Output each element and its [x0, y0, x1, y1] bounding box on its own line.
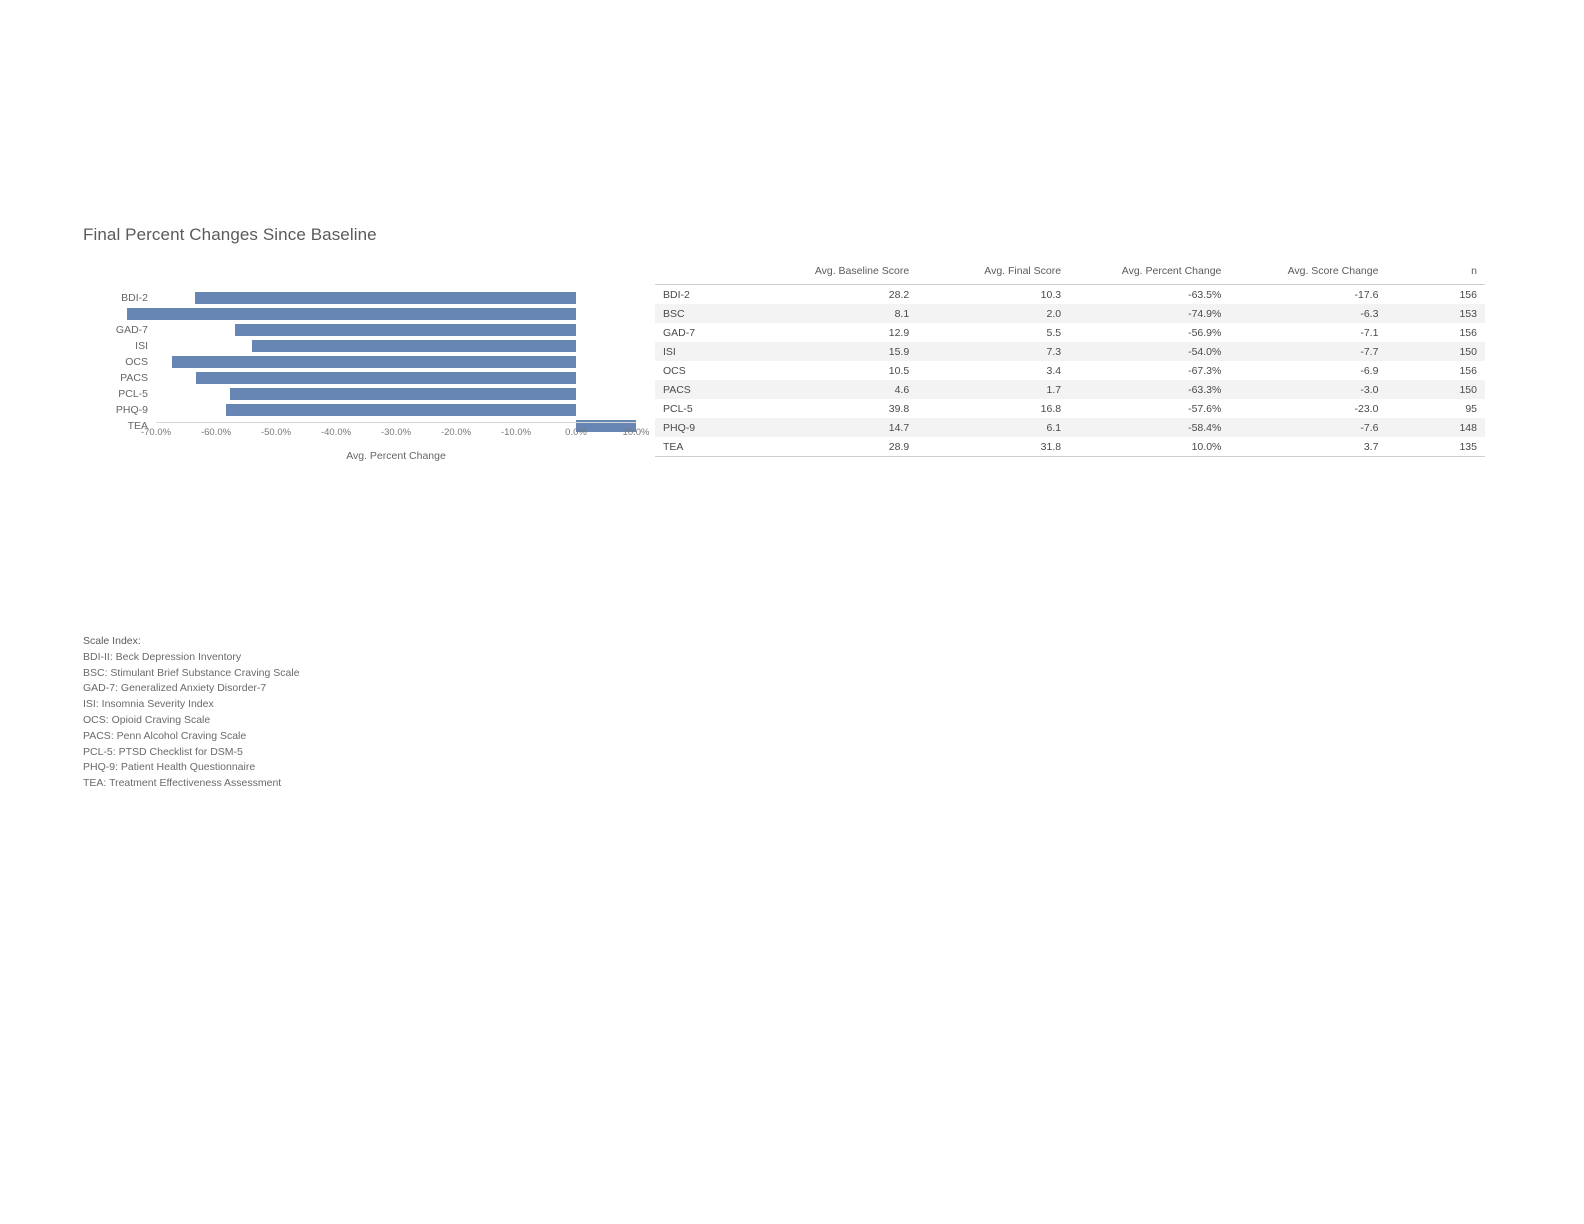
chart-row: [83, 354, 653, 370]
chart-bar-track: [156, 354, 636, 370]
chart-bar[interactable]: [195, 292, 576, 304]
table-row[interactable]: [655, 399, 1485, 418]
cell-final-score: 5.5: [1046, 326, 1062, 339]
col-header-percent-change: Avg. Percent Change: [1069, 262, 1229, 285]
scale-index: [83, 634, 300, 792]
chart-category-label: PACS: [120, 372, 148, 384]
cell-final-score: 16.8: [1040, 402, 1062, 415]
chart-row: [83, 306, 653, 322]
scale-index-entry: OCS: Opioid Craving Scale: [83, 713, 211, 726]
chart-category-label: OCS: [125, 356, 148, 368]
chart-bar-track: [156, 306, 636, 322]
scale-index-entry: PACS: Penn Alcohol Craving Scale: [83, 729, 247, 742]
scale-index-entry: BDI-II: Beck Depression Inventory: [83, 650, 242, 663]
chart-category-label: BDI-2: [121, 292, 148, 304]
chart-row: [83, 322, 653, 338]
cell-percent-change: -56.9%: [1188, 326, 1222, 339]
x-axis-tick-label: -70.0%: [140, 427, 172, 438]
chart-category-label: ISI: [135, 340, 148, 352]
x-axis-tick-label: 0.0%: [565, 427, 587, 438]
cell-score-change: -7.6: [1229, 418, 1386, 437]
cell-score-change: -6.3: [1229, 304, 1386, 323]
chart-bar[interactable]: [230, 388, 576, 400]
cell-scale: GAD-7: [663, 326, 696, 339]
chart-row: [83, 290, 653, 306]
x-axis-tick-label: -60.0%: [200, 427, 232, 438]
chart-category-label: TEA: [127, 420, 148, 432]
cell-score-change: 3.7: [1229, 437, 1386, 457]
chart-bar-rows: [83, 290, 653, 434]
cell-percent-change: -58.4%: [1069, 418, 1229, 437]
cell-score-change: -17.6: [1354, 288, 1379, 301]
cell-percent-change: -74.9%: [1069, 304, 1229, 323]
chart-bar[interactable]: [196, 372, 576, 384]
x-axis-tick-label: -50.0%: [260, 427, 292, 438]
col-header-baseline: Avg. Baseline Score: [759, 262, 917, 285]
cell-n: 153: [1386, 304, 1485, 323]
cell-final-score: 7.3: [917, 342, 1069, 361]
cell-scale: BDI-2: [663, 288, 690, 301]
cell-baseline-score: 28.2: [888, 288, 910, 301]
table-row[interactable]: [655, 304, 1485, 323]
cell-baseline-score: 39.8: [888, 402, 910, 415]
col-header-n: n: [1386, 262, 1485, 285]
scale-index-entry: GAD-7: Generalized Anxiety Disorder-7: [83, 682, 267, 695]
cell-baseline-score: 4.6: [759, 380, 917, 399]
cell-score-change: -6.9: [1360, 364, 1379, 377]
table-row[interactable]: [655, 437, 1485, 457]
scale-index-entry: BSC: Stimulant Brief Substance Craving Scale: [83, 666, 300, 679]
table-row[interactable]: [655, 380, 1485, 399]
x-axis-tick-label: -20.0%: [440, 427, 472, 438]
table-row[interactable]: [655, 285, 1485, 305]
cell-baseline-score: 10.5: [888, 364, 910, 377]
page-title: Final Percent Changes Since Baseline: [83, 225, 377, 244]
cell-baseline-score: 28.9: [759, 437, 917, 457]
table-row[interactable]: [655, 323, 1485, 342]
cell-baseline-score: 14.7: [759, 418, 917, 437]
summary-table: [655, 262, 1485, 457]
x-axis-tick-label: -10.0%: [500, 427, 532, 438]
chart-bar[interactable]: [226, 404, 576, 416]
x-axis-title: Avg. Percent Change: [346, 450, 446, 462]
chart-bar-track: [156, 370, 636, 386]
cell-scale: PCL-5: [663, 402, 693, 415]
chart-bar-track: [156, 402, 636, 418]
cell-baseline-score: 12.9: [888, 326, 910, 339]
cell-n: 150: [1386, 380, 1485, 399]
col-header-scale: [655, 262, 759, 285]
chart-row: [83, 402, 653, 418]
cell-n: 156: [1459, 288, 1477, 301]
col-header-score-change: Avg. Score Change: [1229, 262, 1386, 285]
chart-bar[interactable]: [127, 308, 576, 320]
percent-change-bar-chart: [83, 290, 653, 480]
cell-n: 156: [1459, 326, 1477, 339]
chart-x-axis: [140, 422, 650, 472]
cell-final-score: 6.1: [917, 418, 1069, 437]
cell-scale: BSC: [655, 304, 759, 323]
x-axis-tick-label: -30.0%: [380, 427, 412, 438]
cell-n: 148: [1386, 418, 1485, 437]
x-axis-tick-label: 10.0%: [622, 427, 650, 438]
table-row[interactable]: [655, 342, 1485, 361]
cell-scale: OCS: [663, 364, 686, 377]
cell-final-score: 31.8: [917, 437, 1069, 457]
chart-row: [83, 338, 653, 354]
x-axis-tick-label: -40.0%: [320, 427, 352, 438]
chart-bar[interactable]: [172, 356, 576, 368]
scale-index-heading: Scale Index:: [83, 635, 141, 647]
chart-category-label: PHQ-9: [115, 404, 148, 416]
cell-scale: TEA: [655, 437, 759, 457]
cell-final-score: 1.7: [917, 380, 1069, 399]
axis-line: [156, 422, 636, 423]
scale-index-entry: ISI: Insomnia Severity Index: [83, 698, 214, 711]
cell-final-score: 10.3: [1040, 288, 1062, 301]
chart-bar-track: [156, 338, 636, 354]
col-header-final: Avg. Final Score: [917, 262, 1069, 285]
cell-baseline-score: 8.1: [759, 304, 917, 323]
chart-row: [83, 386, 653, 402]
cell-final-score: 3.4: [1046, 364, 1062, 377]
table-row[interactable]: [655, 361, 1485, 380]
scale-index-entry: PHQ-9: Patient Health Questionnaire: [83, 761, 256, 774]
cell-percent-change: -54.0%: [1069, 342, 1229, 361]
chart-category-label: PCL-5: [118, 388, 148, 400]
chart-row: [83, 370, 653, 386]
table-row[interactable]: [655, 418, 1485, 437]
table-header-row: [655, 262, 1485, 285]
chart-bar[interactable]: [252, 340, 576, 352]
scale-index-entry: PCL-5: PTSD Checklist for DSM-5: [83, 745, 243, 758]
cell-percent-change: -67.3%: [1188, 364, 1222, 377]
chart-category-label: GAD-7: [115, 324, 148, 336]
cell-n: 150: [1386, 342, 1485, 361]
cell-percent-change: -63.3%: [1069, 380, 1229, 399]
cell-percent-change: -63.5%: [1188, 288, 1222, 301]
cell-percent-change: -57.6%: [1188, 402, 1222, 415]
scale-index-entry: TEA: Treatment Effectiveness Assessment: [83, 777, 282, 790]
chart-bar[interactable]: [235, 324, 576, 336]
cell-score-change: -3.0: [1229, 380, 1386, 399]
cell-n: 156: [1459, 364, 1477, 377]
cell-n: 95: [1465, 402, 1477, 415]
cell-score-change: -23.0: [1354, 402, 1379, 415]
chart-bar-track: [156, 322, 636, 338]
chart-bar-track: [156, 290, 636, 306]
cell-final-score: 2.0: [917, 304, 1069, 323]
cell-n: 135: [1386, 437, 1485, 457]
cell-baseline-score: 15.9: [759, 342, 917, 361]
cell-score-change: -7.7: [1229, 342, 1386, 361]
cell-scale: PACS: [655, 380, 759, 399]
cell-score-change: -7.1: [1360, 326, 1379, 339]
chart-bar-track: [156, 386, 636, 402]
cell-scale: PHQ-9: [655, 418, 759, 437]
cell-percent-change: 10.0%: [1069, 437, 1229, 457]
cell-scale: ISI: [655, 342, 759, 361]
